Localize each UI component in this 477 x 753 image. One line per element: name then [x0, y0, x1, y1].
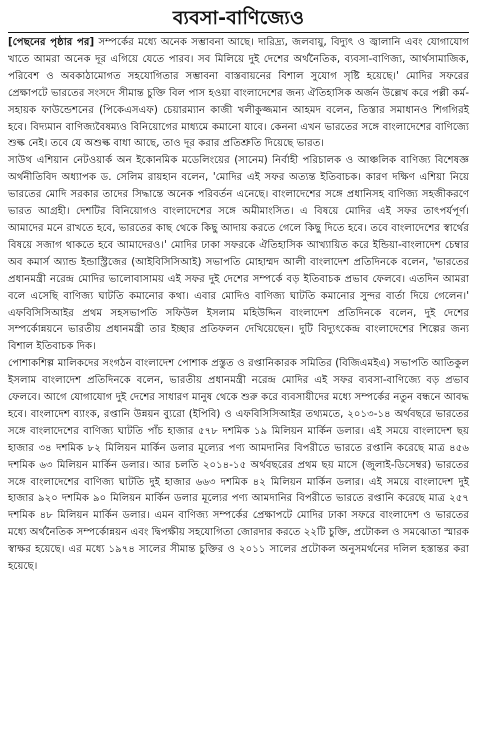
headline-rule	[8, 32, 469, 33]
continued-from-label: [পেছনের পৃষ্ঠার পর]	[8, 37, 95, 48]
headline: ব্যবসা-বাণিজ্যেও	[172, 7, 305, 29]
article-paragraph-2: সাউথ এশিয়ান নেটওয়ার্ক অন ইকোনমিক মডেলিংয়ের (সানেম) নির্বাহী পরিচালক ও আঞ্চলিক বাণিজ্য বিশেষজ্ঞ অর্থনীতিবিদ অধ্যাপক ড. সেলিম রায়হান বলেন, 'মোদির এই সফর অত্যন্ত ইতিবাচক। কারণ দক্ষিণ এশিয়া নিয়ে ভারতের মোদি সরকার তাদের সিদ্ধান্তে অনেক পরিবর্তন এনেছে। বাংলাদেশের সঙ্গে প্রধানিসহ বাণিজ্য সহজীকরণে ভারত আগ্রহী। দেশটির বিনিয়োগও বাংলাদেশের সঙ্গে অমীমাংসিত। এ বিষয়ে মোদির এই সফর তাৎপর্যপূর্ণ। আমাদের মনে রাখতে হবে, ভারতের কাছ থেকে কিছু আদায় করতে গেলে কিছু দিতে হবে। তবে বাংলাদেশের স্বার্থের বিষয়ে সজাগ থাকতে হবে আমাদেরও।' মোদির ঢাকা সফরকে ঐতিহাসিক আখ্যায়িত করে ইন্ডিয়া-বাংলাদেশ চেম্বার অব কমার্স অ্যান্ড ইন্ডাস্ট্রিজের (আইবিসিসিআই) সভাপতি মোহাম্মদ আলী বাংলাদেশ প্রতিদিনকে বলেন, 'ভারতের প্রধানমন্ত্রী নরেন্দ্র মোদির ভালোবাসাময় এই সফর দুই দেশের সম্পর্কে বড় ইতিবাচক প্রভাব ফেলবে। এতদিন আমরা বলে এসেছি বাণিজ্য ঘাটতি কমানোর কথা। এবার মোদিও বাণিজ্য ঘাটতি কমানোর সুন্দর বার্তা দিয়ে গেলেন।' এফবিসিসিআইর প্রথম সহসভাপতি সফিউল ইসলাম মহিউদ্দিন বাংলাদেশ প্রতিদিনকে বলেন, দুই দেশের সম্পর্কোন্নয়নে ভারতীয় প্রধানমন্ত্রী তার ইচ্ছার প্রতিফলন দেখিয়েছেন। দুটি বিদ্যুৎকেন্দ্র বাংলাদেশের শিল্পের জন্য বিশাল ইতিবাচক দিক।	[8, 155, 469, 353]
article-paragraph-1	[8, 35, 469, 153]
article-paragraph-3: পোশাকশিল্প মালিকদের সংগঠন বাংলাদেশ পোশাক প্রস্তুত ও রপ্তানিকারক সমিতির (বিজিএমইএ) সভাপতি আতিকুল ইসলাম বাংলাদেশ প্রতিদিনকে বলেন, ভারতীয় প্রধানমন্ত্রী নরেন্দ্র মোদির এই সফর ব্যবসা-বাণিজ্যে বড় প্রভাব ফেলবে। আগে যোগাযোগ দুই দেশের সাধারণ মানুষ থেকে শুরু করে ব্যবসায়ীদের মধ্যে সম্পর্কের নতুন বন্ধনে আবদ্ধ হবে। বাংলাদেশ ব্যাংক, রপ্তানি উন্নয়ন ব্যুরো (ইপিবি) ও এফবিসিসিআইর তথ্যমতে, ২০১৩-১৪ অর্থবছরে ভারতের সঙ্গে বাংলাদেশের বাণিজ্য ঘাটতি পাঁচ হাজার ৫৭৮ দশমিক ১৯ মিলিয়ন মার্কিন ডলার। এই সময়ে বাংলাদেশ ছয় হাজার ৩৪ দশমিক ৮২ মিলিয়ন মার্কিন ডলার মূল্যের পণ্য আমদানির বিপরীতে ভারতে রপ্তানি করেছে মাত্র ৪৫৬ দশমিক ৬৩ মিলিয়ন মার্কিন ডলার। আর চলতি ২০১৪-১৫ অর্থবছরের প্রথম ছয় মাসে (জুলাই-ডিসেম্বর) ভারতের সঙ্গে বাংলাদেশের বাণিজ্য ঘাটতি দুই হাজার ৬৬৩ দশমিক ৪২ মিলিয়ন মার্কিন ডলার। এই সময়ে বাংলাদেশ দুই হাজার ৯২০ দশমিক ৯০ মিলিয়ন মার্কিন ডলার মূল্যের পণ্য আমদানির বিপরীতে ভারতে রপ্তানি করেছে মাত্র ২৫৭ দশমিক ৪৮ মিলিয়ন মার্কিন ডলার। এমন বাণিজ্য সম্পর্কের প্রেক্ষাপটে মোদির ঢাকা সফরে বাংলাদেশ ও ভারতের মধ্যে অর্থনৈতিক সম্পর্কোন্নয়ন এবং দ্বিপক্ষীয় সহযোগিতা জোরদার করতে ২২টি চুক্তি, প্রটোকল ও সমঝোতা স্মারক স্বাক্ষর হয়েছে। এর মধ্যে ১৯৭৪ সালের সীমান্ত চুক্তির ও ২০১১ সালের প্রটোকল অনুসমর্থনের দলিল হস্তান্তর করা হয়েছে।	[8, 358, 469, 573]
paragraph-1-text: সম্পর্কের মধ্যে অনেক সম্ভাবনা আছে। দারিদ্র্য, জলবায়ু, বিদ্যুৎ ও জ্বালানি এবং যোগাযোগ খাতে আমরা অনেক দূর এগিয়ে যেতে পারব। সব মিলিয়ে দুই দেশের অর্থনৈতিক, ব্যবসা-বাণিজ্য, আর্থসামাজিক, পরিবেশ ও অবকাঠামোগত সহযোগিতার সম্ভাবনা বাস্তবায়নের বিশাল সুযোগ সৃষ্টি হয়েছে।' মোদির সফরের প্রেক্ষাপটে ভারতের সংসদে সীমান্ত চুক্তি বিল পাস হওয়া বাংলাদেশের জন্য ঐতিহাসিক অর্জন উল্লেখ করে পল্লী কর্ম-সহায়ক ফাউন্ডেশনের (পিকেএসএফ) চেয়ারম্যান কাজী খলীকুজ্জমান আহমদ বলেন, তিস্তার সমাধানও শিগগিরই হবে। বিদ্যমান বাণিজ্যবৈষম্যও বিনিয়োগের মাধ্যমে কমানো যাবে। কেননা এখন ভারতের সঙ্গে বাংলাদেশের বাণিজ্যে শুল্ক নেই। তবে যে অশুল্ক বাধা আছে, তাও দূর করার প্রতিশ্রুতি দিয়েছে ভারত।	[8, 37, 469, 150]
article-body	[8, 35, 469, 576]
